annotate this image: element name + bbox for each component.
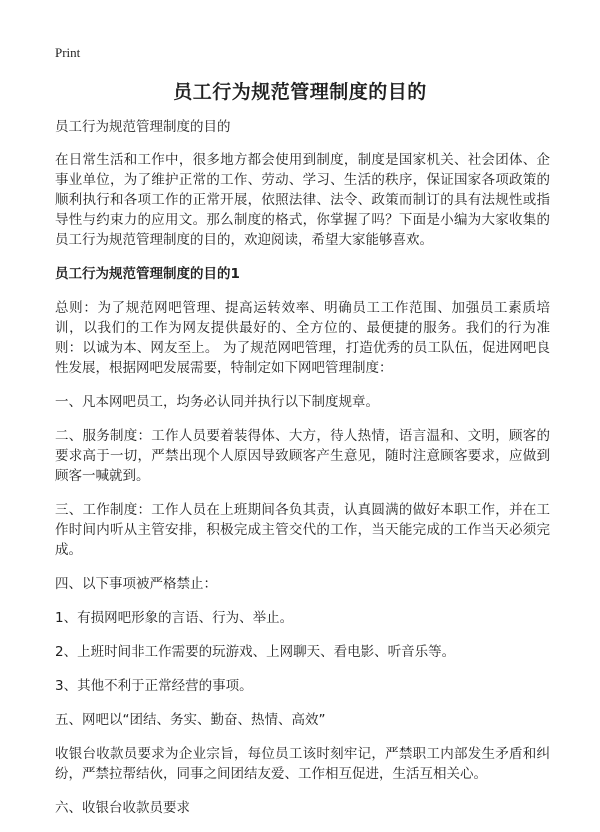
paragraph-rule-2-service: 二、服务制度：工作人员要着装得体、大方，待人热情，语言温和、文明，顾客的要求高于一切，严禁出现个人原因导致顾客产生意见，随时注意顾客要求，应做到顾客一喊就到。	[55, 428, 550, 484]
paragraph-rule-3-work: 三、工作制度：工作人员在上班期间各负其责，认真圆满的做好本职工作，并在工作时间内听从主管安排，积极完成主管交代的工作，当天能完成的工作当天必须完成。	[55, 502, 550, 558]
document-title: 员工行为规范管理制度的目的	[173, 81, 427, 103]
document-body	[55, 117, 550, 832]
paragraph-general-rules: 总则：为了规范网吧管理、提高运转效率、明确员工工作范围、加强员工素质培训，以我们的工作为网友提供最好的、全方位的、最便捷的服务。我们的行为准则：以诚为本、网友至上。 为了规范网吧管理，打造优秀的员工队伍，促进网吧良性发展，根据网吧发展需要，特制定如下网吧管理制度：	[55, 300, 550, 376]
paragraph-rule-6-cashier: 六、收银台收款员要求	[55, 800, 190, 816]
paragraph-prohibited-item-1: 1、有损网吧形象的言语、行为、举止。	[55, 610, 294, 626]
paragraph-prohibited-item-3: 3、其他不利于正常经营的事项。	[55, 678, 253, 694]
paragraph-rule-1: 一、凡本网吧员工，均务必认同并执行以下制度规章。	[55, 394, 379, 410]
print-link[interactable]: Print	[55, 45, 81, 60]
section-heading: 员工行为规范管理制度的目的1	[55, 266, 240, 282]
paragraph-prohibited-item-2: 2、上班时间非工作需要的玩游戏、上网聊天、看电影、听音乐等。	[55, 644, 456, 660]
intro-paragraph: 在日常生活和工作中，很多地方都会使用到制度，制度是国家机关、社会团体、企事业单位，为了维护正常的工作、劳动、学习、生活的秩序，保证国家各项政策的顺利执行和各项工作的正常开展，依照法律、法令、政策而制订的具有法规性或指导性与约束力的应用文。那么制度的格式，你掌握了吗？下面是小编为大家收集的员工行为规范管理制度的目的，欢迎阅读，希望大家能够喜欢。	[55, 152, 550, 248]
document-subtitle: 员工行为规范管理制度的目的	[55, 119, 231, 135]
paragraph-rule-4-prohibited: 四、以下事项被严格禁止：	[55, 576, 217, 592]
paragraph-rule-5-motto: 五、网吧以“团结、务实、勤奋、热情、高效”	[55, 712, 326, 728]
paragraph-cashier-purpose: 收银台收款员要求为企业宗旨，每位员工该时刻牢记，严禁职工内部发生矛盾和纠纷，严禁拉帮结伙，同事之间团结友爱、工作相互促进，生活互相关心。	[55, 746, 550, 782]
